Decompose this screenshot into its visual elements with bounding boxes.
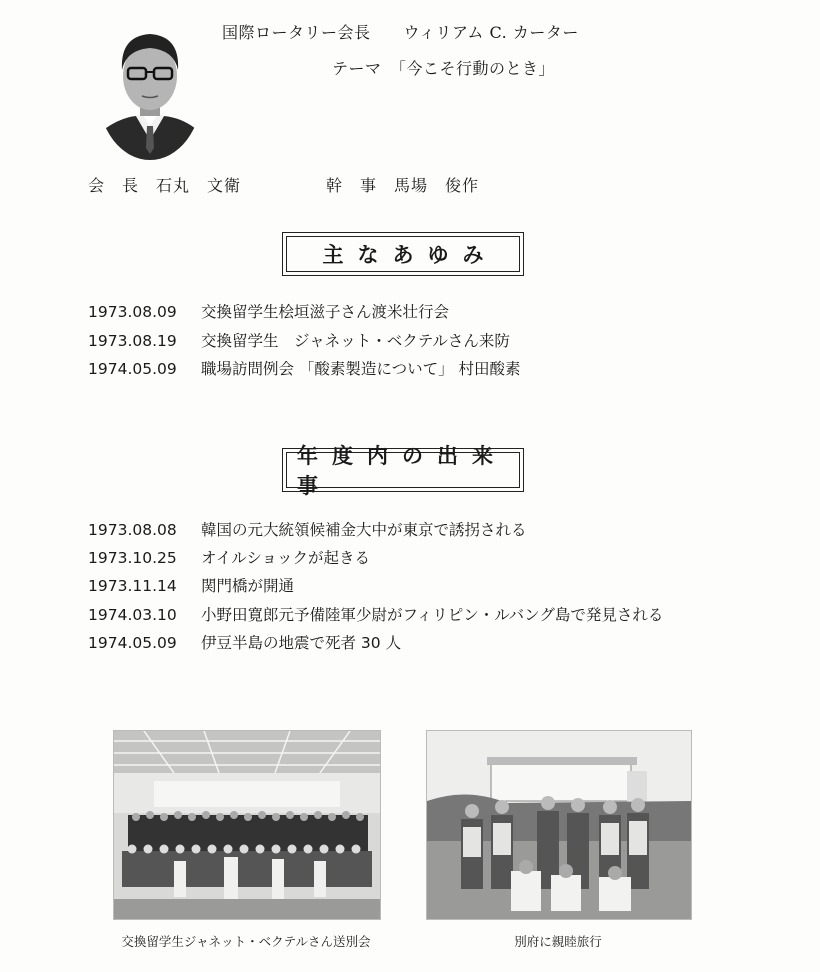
entry-date: 1973.08.09 [88,303,177,321]
section-title: 年度内の出来事 [297,443,507,498]
entry-text: オイルショックが起きる [201,549,371,567]
list-item [88,546,370,568]
entry-date: 1973.11.14 [88,577,177,595]
entry-date: 1973.08.19 [88,332,177,350]
entry-text: 伊豆半島の地震で死者 30 人 [201,634,402,652]
theme-line: テーマ 「今こそ行動のとき」 [332,59,556,78]
entry-text: 交換留学生桧垣滋子さん渡米壮行会 [201,303,450,321]
entry-date: 1974.03.10 [88,606,177,624]
photo-caption: 別府に親睦旅行 [514,934,602,949]
beppu-trip-photo [426,730,692,920]
president-portrait [96,18,204,160]
photo-caption: 交換留学生ジャネット・ベクテルさん送別会 [121,934,371,949]
entry-date: 1973.10.25 [88,549,177,567]
section-title: 主なあゆみ [322,242,498,267]
list-item [88,518,527,540]
entry-date: 1974.05.09 [88,634,177,652]
entry-date: 1974.05.09 [88,360,177,378]
list-item [88,631,401,653]
farewell-party-photo [113,730,381,920]
list-item [88,357,521,379]
ri-president-line: 国際ロータリー会長 ウィリアム C. カーター [222,23,579,42]
section-title-box [282,443,524,498]
officers-line: 会 長 石丸 文衛 幹 事 馬場 俊作 [88,176,480,195]
list-item [88,603,663,625]
entry-text: 関門橋が開通 [201,577,295,595]
entry-date: 1973.08.08 [88,521,177,539]
entry-text: 交換留学生 ジャネット・ベクテルさん来防 [201,332,510,350]
list-item [88,300,449,322]
list-item [88,574,294,596]
list-item [88,329,510,351]
entry-text: 小野田寛郎元予備陸軍少尉がフィリピン・ルバング島で発見される [201,606,664,624]
entry-text: 職場訪問例会 「酸素製造について」 村田酸素 [201,360,521,378]
section-title-box [282,232,524,276]
entry-text: 韓国の元大統領候補金大中が東京で誘拐される [201,521,527,539]
